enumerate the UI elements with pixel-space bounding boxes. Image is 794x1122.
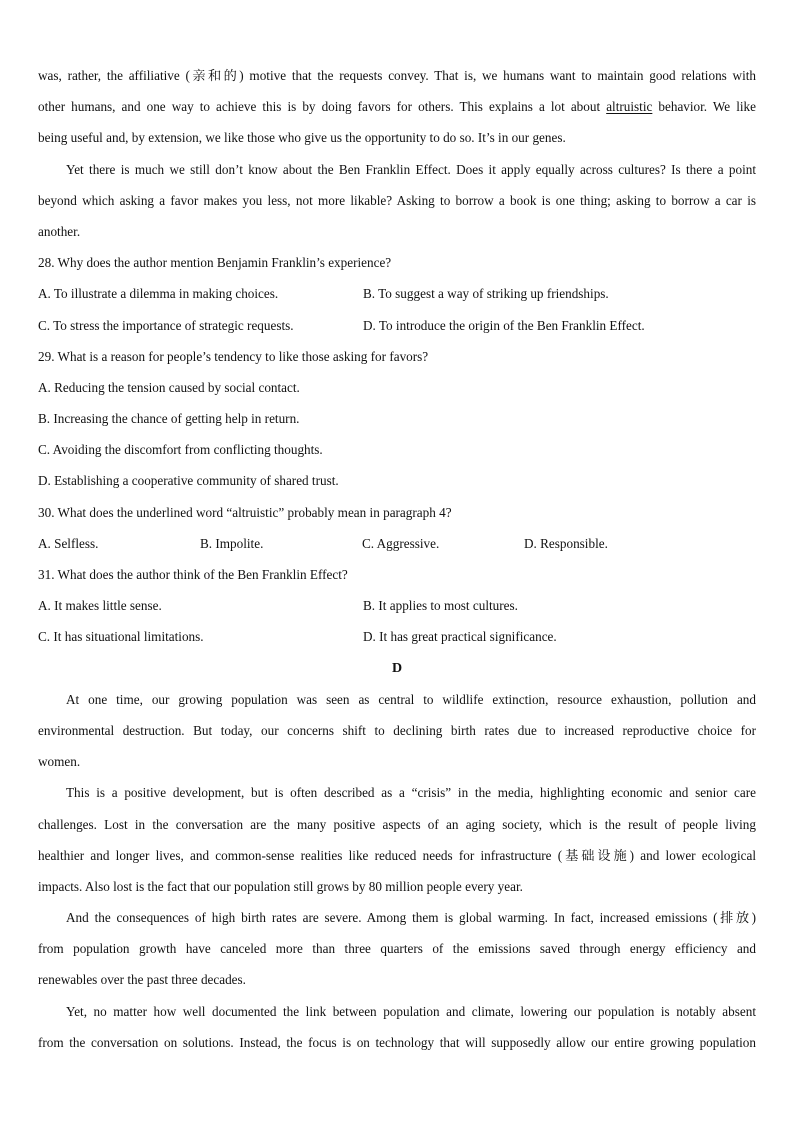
option-d[interactable]: D. Responsible. <box>524 535 608 551</box>
option-b[interactable]: B. It applies to most cultures. <box>363 598 518 614</box>
text-line: environmental destruction. But today, our concerns shift to declining birth rates due to increased reproductive choice for <box>38 722 756 738</box>
option-c[interactable]: C. To stress the importance of strategic requests. <box>38 317 294 333</box>
question-30-options-row <box>38 528 756 559</box>
option-a[interactable]: A. It makes little sense. <box>38 598 162 614</box>
text-line: This is a positive development, but is often described as a “crisis” in the media, highlighting economic and senior care <box>66 785 756 801</box>
option-b[interactable]: B. To suggest a way of striking up friendships. <box>363 286 609 302</box>
option-a[interactable]: A. Reducing the tension caused by social contact. <box>38 379 300 395</box>
option-c[interactable]: C. It has situational limitations. <box>38 629 204 645</box>
text-line: beyond which asking a favor makes you less, not more likable? Asking to borrow a book is one thing; asking to borrow a car is <box>38 192 756 208</box>
underlined-word-altruistic: altruistic <box>606 99 653 115</box>
option-b[interactable]: B. Increasing the chance of getting help in return. <box>38 411 300 427</box>
option-a[interactable]: A. To illustrate a dilemma in making choices. <box>38 286 279 302</box>
text-line <box>38 91 756 122</box>
text-line: was, rather, the affiliative (亲和的) motive that the requests convey. That is, we humans want to maintain good relations with <box>38 68 756 83</box>
text-line: from the conversation on solutions. Instead, the focus is on technology that will supposedly allow our entire growing population <box>38 1034 756 1050</box>
text-line: healthier and longer lives, and common-sense realities like reduced needs for infrastructure (基础设施) and lower ecological <box>38 847 756 863</box>
question-28-options-row <box>38 310 756 341</box>
text-line: Yet, no matter how well documented the link between population and climate, lowering our population is notably absent <box>66 1003 756 1019</box>
option-d[interactable]: D. It has great practical significance. <box>363 629 557 645</box>
question-30-stem: 30. What does the underlined word “altruistic” probably mean in paragraph 4? <box>38 504 452 520</box>
question-28-options-row <box>38 278 756 309</box>
option-d[interactable]: D. To introduce the origin of the Ben Franklin Effect. <box>363 317 645 333</box>
document-page <box>38 60 756 1058</box>
text-line: challenges. Lost in the conversation are the many positive aspects of an aging society, which is the result of people living <box>38 816 756 832</box>
option-d[interactable]: D. Establishing a cooperative community of shared trust. <box>38 473 339 489</box>
text-line: At one time, our growing population was seen as central to wildlife extinction, resource exhaustion, pollution and <box>66 691 756 707</box>
text-line: And the consequences of high birth rates are severe. Among them is global warming. In fact, increased emissions (排放) <box>66 910 756 926</box>
text-line: women. <box>38 754 81 770</box>
text-span: behavior. We like <box>652 99 756 115</box>
text-line: Yet there is much we still don’t know about the Ben Franklin Effect. Does it apply equally across cultures? Is there a point <box>66 161 756 177</box>
text-span: other humans, and one way to achieve this is by doing favors for others. This explains a lot about <box>38 99 607 115</box>
question-31-stem: 31. What does the author think of the Ben Franklin Effect? <box>38 567 348 582</box>
option-a[interactable]: A. Selfless. <box>38 535 99 551</box>
text-line: from population growth have canceled more than three quarters of the emissions saved through energy efficiency and <box>38 941 756 957</box>
text-line: being useful and, by extension, we like those who give us the opportunity to do so. It’s in our genes. <box>38 130 566 146</box>
section-heading-d: D <box>391 660 403 676</box>
text-line: impacts. Also lost is the fact that our population still grows by 80 million people every year. <box>38 878 523 894</box>
question-31-options-row <box>38 621 756 652</box>
option-c[interactable]: C. Aggressive. <box>362 535 440 551</box>
option-c[interactable]: C. Avoiding the discomfort from conflicting thoughts. <box>38 442 323 458</box>
question-29-stem: 29. What is a reason for people’s tendency to like those asking for favors? <box>38 348 429 364</box>
text-line: another. <box>38 223 81 239</box>
option-b[interactable]: B. Impolite. <box>200 535 264 551</box>
question-28-stem: 28. Why does the author mention Benjamin Franklin’s experience? <box>38 255 392 271</box>
question-31-options-row <box>38 590 756 621</box>
text-line: renewables over the past three decades. <box>38 972 246 988</box>
